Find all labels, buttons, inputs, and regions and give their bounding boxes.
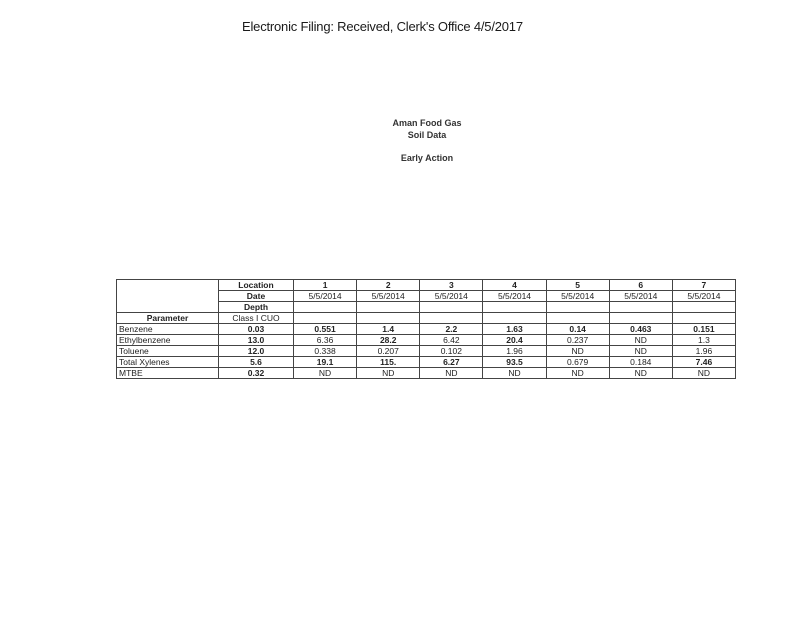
value-cell: 0.184 [609,357,672,368]
date-cell: 5/5/2014 [420,291,483,302]
value-cell: 115. [357,357,420,368]
date-cell: 5/5/2014 [294,291,357,302]
value-cell: 0.551 [294,324,357,335]
value-cell: 0.237 [546,335,609,346]
location-cell: 4 [483,280,546,291]
table-row [117,368,736,379]
table-row [117,346,736,357]
value-cell: 0.207 [357,346,420,357]
value-cell: 20.4 [483,335,546,346]
empty-cell [546,313,609,324]
cuo-value: 13.0 [219,335,294,346]
empty-cell [294,313,357,324]
data-type-title: Soil Data [407,130,447,140]
date-cell: 5/5/2014 [483,291,546,302]
depth-label: Depth [219,302,294,313]
parameter-name: Ethylbenzene [117,335,219,346]
value-cell: 93.5 [483,357,546,368]
value-cell: 1.63 [483,324,546,335]
location-label: Location [219,280,294,291]
value-cell: ND [609,335,672,346]
location-cell: 7 [672,280,735,291]
parameter-name: Total Xylenes [117,357,219,368]
blank-cell [117,291,219,302]
date-cell: 5/5/2014 [609,291,672,302]
cuo-value: 0.32 [219,368,294,379]
value-cell: 6.42 [420,335,483,346]
value-cell: 1.3 [672,335,735,346]
location-cell: 3 [420,280,483,291]
value-cell: 1.96 [672,346,735,357]
empty-cell [609,313,672,324]
value-cell: 1.96 [483,346,546,357]
table-row [117,357,736,368]
value-cell: ND [546,346,609,357]
value-cell: 0.151 [672,324,735,335]
value-cell: ND [672,368,735,379]
value-cell: ND [420,368,483,379]
location-cell: 6 [609,280,672,291]
value-cell: 6.27 [420,357,483,368]
cuo-value: 0.03 [219,324,294,335]
value-cell: 28.2 [357,335,420,346]
parameter-name: Toluene [117,346,219,357]
empty-cell [357,313,420,324]
parameter-header-row [117,313,736,324]
date-cell: 5/5/2014 [546,291,609,302]
depth-cell [609,302,672,313]
date-row [117,291,736,302]
table-row [117,335,736,346]
empty-cell [672,313,735,324]
location-cell: 1 [294,280,357,291]
location-cell: 2 [357,280,420,291]
value-cell: ND [357,368,420,379]
value-cell: 1.4 [357,324,420,335]
date-cell: 5/5/2014 [357,291,420,302]
phase-title: Early Action [400,153,454,163]
value-cell: 7.46 [672,357,735,368]
depth-cell [294,302,357,313]
filing-stamp: Electronic Filing: Received, Clerk's Office 4/5/2017 [242,19,523,34]
depth-row [117,302,736,313]
cuo-value: 5.6 [219,357,294,368]
value-cell: 0.338 [294,346,357,357]
depth-cell [357,302,420,313]
site-name: Aman Food Gas [392,118,462,128]
table-row [117,324,736,335]
cuo-header: Class I CUO [219,313,294,324]
depth-cell [483,302,546,313]
blank-cell [117,280,219,291]
date-label: Date [219,291,294,302]
location-cell: 5 [546,280,609,291]
value-cell: ND [294,368,357,379]
value-cell: 19.1 [294,357,357,368]
value-cell: 0.102 [420,346,483,357]
value-cell: 0.679 [546,357,609,368]
blank-cell [117,302,219,313]
date-cell: 5/5/2014 [672,291,735,302]
value-cell: ND [546,368,609,379]
value-cell: 2.2 [420,324,483,335]
empty-cell [420,313,483,324]
parameter-name: Benzene [117,324,219,335]
value-cell: 0.14 [546,324,609,335]
value-cell: 0.463 [609,324,672,335]
location-row [117,280,736,291]
value-cell: ND [609,346,672,357]
parameter-name: MTBE [117,368,219,379]
soil-data-table [116,279,736,379]
depth-cell [420,302,483,313]
value-cell: ND [609,368,672,379]
value-cell: 6.36 [294,335,357,346]
depth-cell [546,302,609,313]
cuo-value: 12.0 [219,346,294,357]
depth-cell [672,302,735,313]
empty-cell [483,313,546,324]
value-cell: ND [483,368,546,379]
parameter-header: Parameter [117,313,219,324]
